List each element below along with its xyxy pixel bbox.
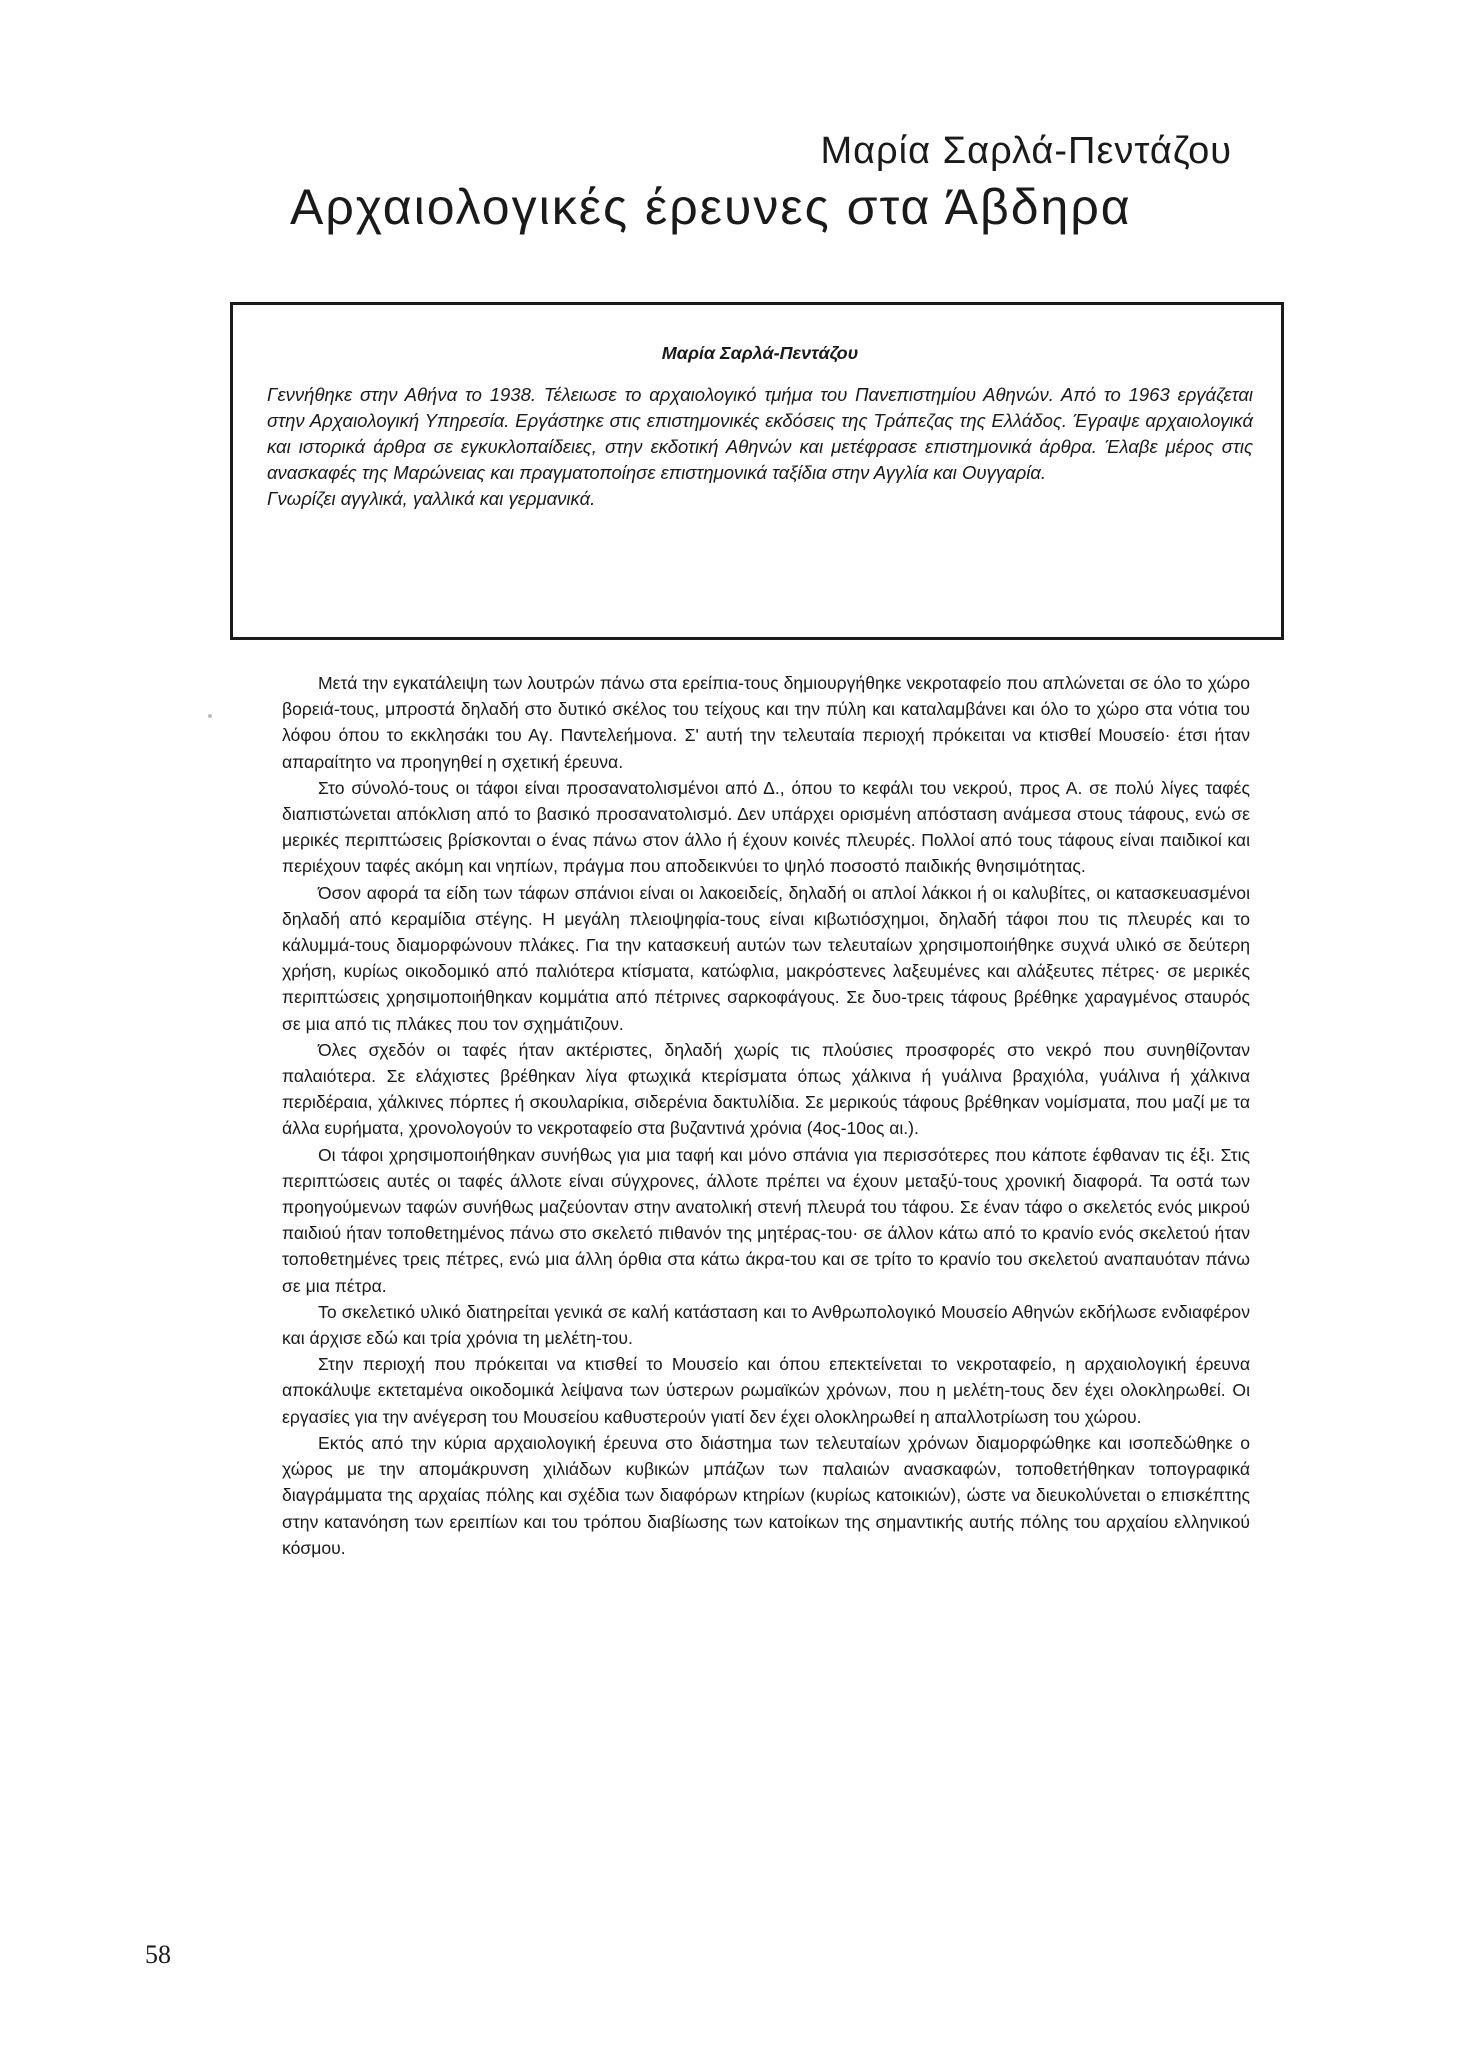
bio-languages: Γνωρίζει αγγλικά, γαλλικά και γερμανικά. xyxy=(267,488,596,509)
bio-text: Γεννήθηκε στην Αθήνα το 1938. Τέλειωσε το αρχαιολογικό τμήμα του Πανεπιστημίου Αθηνών. Από το 1963 εργάζεται στην Αρχαιολογική Υπηρεσία. Εργάστηκε στις επιστημονικές εκδόσεις της Τράπεζας της Ελλάδος. Έγραψε αρχαιολογικά και ιστορικά άρθρα σε εγκυκλοπαίδειες, στην εκδοτική Αθηνών και μετέφρασε επιστημονικά άρθρα. Έλαβε μέρος στις ανασκαφές της Μαρώνειας και πραγματοποίησε επιστημονικά ταξίδια στην Αγγλία και Ουγγαρία. xyxy=(267,384,1253,483)
body-paragraph: Εκτός από την κύρια αρχαιολογική έρευνα στο διάστημα των τελευταίων χρόνων διαμορφώθηκε και ισοπεδώθηκε ο χώρος με την απομάκρυνση χιλιάδων κυβικών μπάζων των παλαιών ανασκαφών, τοποθετήθηκαν τοπογραφικά διαγράμματα της αρχαίας πόλης και σχέδια των διαφόρων κτηρίων (κυρίως κατοικιών), ώστε να διευκολύνεται ο επισκέπτης στην κατανόηση των ερειπίων και του τρόπου διαβίωσης των κατοίκων της σημαντικής αυτής πόλης του αρχαίου ελληνικού κόσμου. xyxy=(282,1432,1250,1558)
body-paragraph: Οι τάφοι χρησιμοποιήθηκαν συνήθως για μια ταφή και μόνο σπάνια για περισσότερες που κάποτε έφθαναν τις έξι. Στις περιπτώσεις αυτές οι ταφές άλλοτε είναι σύγχρονες, άλλοτε πρέπει να έχουν μεταξύ-τους χρονική διαφορά. Τα οστά των προηγούμενων ταφών συνήθως μαζεύονταν στην ανατολική στενή πλευρά του τάφου. Σε έναν τάφο ο σκελετός ενός μικρού παιδιού ήταν τοποθετημένος πάνω στο σκελετό πιθανόν της μητέρας-του· σε άλλον κάτω από το κρανίο ενός σκελετού ήταν τοποθετημένες τρεις πέτρες, ενώ μια άλλη όρθια στα κάτω άκρα-του και σε τρίτο το κρανίο του σκελετού αναπαυόταν πάνω σε μια πέτρα. xyxy=(282,1144,1250,1296)
article-body xyxy=(282,670,1250,1561)
article-author: Μαρία Σαρλά-Πεντάζου xyxy=(820,130,1232,172)
page-number: 58 xyxy=(145,1940,171,1969)
body-paragraph: Το σκελετικό υλικό διατηρείται γενικά σε καλή κατάσταση και το Ανθρωπολογικό Μουσείο Αθηνών εκδήλωσε ενδιαφέρον και άρχισε εδώ και τρία χρόνια τη μελέτη-του. xyxy=(282,1301,1250,1349)
article-title: Αρχαιολογικές έρευνες στα Άβδηρα xyxy=(290,179,1132,235)
body-paragraph: Στο σύνολό-τους οι τάφοι είναι προσανατολισμένοι από Δ., όπου το κεφάλι του νεκρού, προς Α. σε πολύ λίγες ταφές διαπιστώνεται απόκλιση από το βασικό προσανατολισμό. Δεν υπάρχει ορισμένη απόσταση ανάμεσα στους τάφους, ενώ σε μερικές περιπτώσεις βρίσκονται ο ένας πάνω στον άλλο ή έχουν κοινές πλευρές. Πολλοί από τους τάφους είναι παιδικοί και περιέχουν ταφές ακόμη και νηπίων, πράγμα που αποδεικνύει το ψηλό ποσοστό παιδικής θνησιμότητας. xyxy=(282,777,1250,877)
author-bio-box xyxy=(230,302,1284,640)
body-paragraph: Όσον αφορά τα είδη των τάφων σπάνιοι είναι οι λακοειδείς, δηλαδή οι απλοί λάκκοι ή οι καλυβίτες, οι κατασκευασμένοι δηλαδή από κεραμίδια στέγης. Η μεγάλη πλειοψηφία-τους είναι κιβωτιόσχημοι, δηλαδή τάφοι που τις πλευρές και το κάλυμμά-τους διαμορφώνουν πλάκες. Για την κατασκευή αυτών των τελευταίων χρησιμοποιήθηκε συχνά υλικό σε δεύτερη χρήση, κυρίως οικοδομικό από παλιότερα κτίσματα, κατώφλια, μακρόστενες λαξευμένες και αλάξευτες πέτρες· σε μερικές περιπτώσεις χρησιμοποιήθηκαν κομμάτια από πέτρινες σαρκοφάγους. Σε δυο-τρεις τάφους βρέθηκε χαραγμένος σταυρός σε μια από τις πλάκες που τον σχημάτιζουν. xyxy=(282,882,1250,1034)
bio-author-name: Μαρία Σαρλά-Πεντάζου xyxy=(661,343,859,363)
body-paragraph: Μετά την εγκατάλειψη των λουτρών πάνω στα ερείπια-τους δημιουργήθηκε νεκροταφείο που απλώνεται σε όλο το χώρο βορειά-τους, μπροστά δηλαδή στο δυτικό σκέλος του τείχους και την πύλη και καταλαμβάνει και όλο το χώρο στα νότια του λόφου όπου το εκκλησάκι του Αγ. Παντελεήμονα. Σ' αυτή την τελευταία περιοχή πρόκειται να κτισθεί Μουσείο· έτσι ήταν απαραίτητο να προηγηθεί η σχετική έρευνα. xyxy=(282,673,1250,772)
margin-speck xyxy=(208,714,212,718)
body-paragraph: Στην περιοχή που πρόκειται να κτισθεί το Μουσείο και όπου επεκτείνεται το νεκροταφείο, η αρχαιολογική έρευνα αποκάλυψε εκτεταμένα οικοδομικά λείψανα των ύστερων ρωμαϊκών χρόνων, που η μελέτη-τους δεν έχει ολοκληρωθεί. Οι εργασίες για την ανέγερση του Μουσείου καθυστερούν γιατί δεν έχει ολοκληρωθεί η απαλλοτρίωση του χώρου. xyxy=(282,1354,1250,1427)
body-paragraph: Όλες σχεδόν οι ταφές ήταν ακτέριστες, δηλαδή χωρίς τις πλούσιες προσφορές στο νεκρό που συνηθίζονταν παλαιότερα. Σε ελάχιστες βρέθηκαν λίγα φτωχικά κτερίσματα όπως χάλκινα ή γυάλινα βραχιόλα, γυάλινα ή χάλκινα περιδέραια, χάλκινες πόρπες ή σκουλαρίκια, σιδερένια δακτυλίδια. Σε μερικούς τάφους βρέθηκαν νομίσματα, που μαζί με τα άλλα ευρήματα, χρονολογούν το νεκροταφείο στα βυζαντινά χρόνια (4ος-10ος αι.). xyxy=(282,1039,1250,1139)
